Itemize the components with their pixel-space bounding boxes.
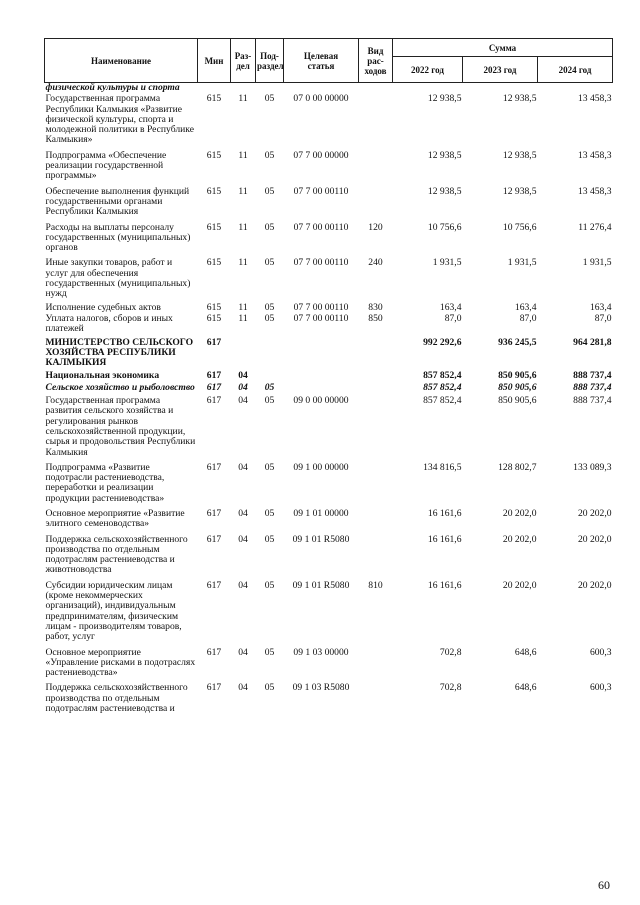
cell-target: 09 1 03 00000 bbox=[293, 646, 349, 658]
cell-2024: 1 931,5 bbox=[582, 257, 612, 269]
table-row bbox=[45, 314, 613, 336]
cell-2023: 936 245,5 bbox=[498, 336, 537, 348]
cell-target: 07 7 00 00000 bbox=[293, 149, 349, 161]
cell-2022: 12 938,5 bbox=[427, 185, 462, 197]
cell-name: Иные закупки товаров, работ и услуг для обеспечения государственных (муниципальных) нужд bbox=[45, 257, 191, 300]
cell-min: 615 bbox=[206, 312, 222, 324]
cell-name: Национальная экономика bbox=[45, 370, 160, 382]
cell-target: 07 7 00 00110 bbox=[293, 257, 349, 269]
header-podrazdel: Под- раздел bbox=[256, 39, 284, 83]
cell-vid bbox=[359, 505, 393, 531]
header-2022: 2022 год bbox=[393, 57, 463, 83]
cell-vid bbox=[359, 94, 393, 146]
header-vid: Вид рас- ходов bbox=[359, 39, 393, 83]
cell-2023: 20 202,0 bbox=[502, 579, 537, 591]
cell-razdel: 04 bbox=[238, 381, 248, 393]
cell-podrazdel: 05 bbox=[264, 646, 275, 658]
cell-2024: 11 276,4 bbox=[578, 221, 612, 233]
cell-2022: 992 292,6 bbox=[423, 336, 462, 348]
cell-2022: 12 938,5 bbox=[427, 93, 462, 105]
cell-2023: 20 202,0 bbox=[502, 507, 537, 519]
cell-name: Расходы на выплаты персоналу государственных (муниципальных) органов bbox=[45, 221, 191, 254]
cell-razdel: 04 bbox=[238, 533, 248, 545]
cell-target: 09 1 00 00000 bbox=[293, 461, 349, 473]
table-row bbox=[45, 505, 613, 531]
cell-target: 09 0 00 00000 bbox=[293, 395, 349, 407]
cell-2022: 12 938,5 bbox=[427, 149, 462, 161]
cell-razdel: 04 bbox=[238, 646, 248, 658]
cell-2024: 888 737,4 bbox=[573, 370, 612, 382]
cell-name: Исполнение судебных актов bbox=[45, 301, 161, 313]
cell-2023: 128 802,7 bbox=[498, 461, 537, 473]
cell-min: 617 bbox=[206, 507, 222, 519]
cell-vid bbox=[359, 183, 393, 219]
cell-vid bbox=[359, 83, 393, 95]
cell-razdel: 11 bbox=[238, 257, 248, 269]
cell-target: 07 7 00 00110 bbox=[293, 312, 349, 324]
cell-2023: 163,4 bbox=[514, 301, 537, 313]
cell-name: Поддержка сельскохозяйственного производства по отдельным подотраслям растениеводства и животноводства bbox=[45, 533, 188, 576]
cell-min: 617 bbox=[206, 682, 222, 694]
cell-razdel bbox=[231, 336, 256, 370]
cell-name: Поддержка сельскохозяйственного производства по отдельным подотраслям растениеводства и bbox=[45, 682, 188, 715]
cell-min: 615 bbox=[206, 149, 222, 161]
table-row bbox=[45, 383, 613, 394]
cell-min: 617 bbox=[206, 646, 222, 658]
cell-name: Обеспечение выполнения функций государственными органами Республики Калмыкия bbox=[45, 185, 190, 218]
table-row bbox=[45, 394, 613, 459]
table-row bbox=[45, 369, 613, 382]
header-name: Наименование bbox=[45, 39, 198, 83]
cell-name: МИНИСТЕРСТВО СЕЛЬСКОГО ХОЗЯЙСТВА РЕСПУБЛИКИ КАЛМЫКИЯ bbox=[45, 336, 194, 369]
cell-target: 07 7 00 00110 bbox=[293, 301, 349, 313]
cell-name: физической культуры и спорта bbox=[45, 82, 180, 93]
cell-2023: 850 905,6 bbox=[498, 395, 537, 407]
cell-2024: 888 737,4 bbox=[573, 381, 612, 393]
cell-2024: 163,4 bbox=[589, 301, 612, 313]
cell-razdel: 04 bbox=[238, 579, 248, 591]
cell-vid: 850 bbox=[368, 312, 383, 324]
cell-podrazdel: 05 bbox=[264, 682, 275, 694]
cell-2022: 857 852,4 bbox=[423, 370, 462, 382]
cell-vid bbox=[359, 336, 393, 370]
cell-min: 617 bbox=[206, 579, 222, 591]
cell-razdel: 04 bbox=[238, 461, 248, 473]
cell-podrazdel: 05 bbox=[264, 461, 275, 473]
cell-podrazdel: 05 bbox=[264, 579, 275, 591]
cell-2023: 648,6 bbox=[514, 682, 537, 694]
cell-vid bbox=[359, 147, 393, 183]
cell-name: Государственная программа Республики Калмыкия «Развитие физической культуры, спорта и молодежной политики в Республике Калмыкия» bbox=[45, 93, 194, 146]
cell-min: 617 bbox=[206, 533, 222, 545]
table-row bbox=[45, 219, 613, 255]
cell-podrazdel: 05 bbox=[264, 185, 275, 197]
cell-razdel: 11 bbox=[238, 185, 248, 197]
cell-min: 617 bbox=[206, 370, 222, 382]
table-row bbox=[45, 254, 613, 300]
cell-target bbox=[284, 369, 359, 382]
cell-2023: 10 756,6 bbox=[502, 221, 537, 233]
cell-2024: 888 737,4 bbox=[573, 395, 612, 407]
table-body bbox=[45, 83, 613, 716]
cell-razdel: 11 bbox=[238, 312, 248, 324]
table-row bbox=[45, 301, 613, 314]
table-row bbox=[45, 577, 613, 644]
cell-2023: 12 938,5 bbox=[502, 93, 537, 105]
cell-name: Уплата налогов, сборов и иных платежей bbox=[45, 312, 173, 335]
cell-2023: 12 938,5 bbox=[502, 185, 537, 197]
cell-min: 617 bbox=[206, 381, 222, 393]
cell-2024: 600,3 bbox=[589, 646, 612, 658]
cell-name: Сельское хозяйство и рыболовство bbox=[45, 381, 195, 393]
cell-min: 615 bbox=[206, 257, 222, 269]
cell-2022: 16 161,6 bbox=[427, 579, 462, 591]
table-row bbox=[45, 679, 613, 715]
cell-2023: 1 931,5 bbox=[507, 257, 537, 269]
cell-2024: 20 202,0 bbox=[577, 579, 612, 591]
cell-target bbox=[284, 383, 359, 394]
cell-vid bbox=[359, 369, 393, 382]
header-sum: Сумма bbox=[393, 39, 613, 57]
cell-name: Подпрограмма «Развитие подотрасли растениеводства, переработки и реализации продукции растениеводства» bbox=[45, 461, 165, 504]
cell-name: Основное мероприятие «Управление рисками в подотраслях растениеводства» bbox=[45, 646, 196, 679]
header-2024: 2024 год bbox=[538, 57, 613, 83]
cell-podrazdel: 05 bbox=[264, 301, 275, 313]
budget-table-sheet bbox=[44, 38, 612, 715]
cell-min: 615 bbox=[206, 221, 222, 233]
cell-min: 615 bbox=[206, 93, 222, 105]
cell-razdel: 04 bbox=[238, 682, 248, 694]
cell-2022: 134 816,5 bbox=[423, 461, 462, 473]
cell-name: Подпрограмма «Обеспечение реализации государственной программы» bbox=[45, 149, 167, 182]
cell-target: 07 7 00 00110 bbox=[293, 185, 349, 197]
cell-podrazdel: 05 bbox=[264, 312, 275, 324]
cell-2023: 20 202,0 bbox=[502, 533, 537, 545]
table-header bbox=[45, 39, 613, 83]
cell-min: 617 bbox=[206, 336, 222, 348]
cell-razdel: 11 bbox=[238, 93, 248, 105]
cell-2022: 857 852,4 bbox=[423, 395, 462, 407]
header-target: Целевая статья bbox=[284, 39, 359, 83]
cell-name: Основное мероприятие «Развитие элитного семеноводства» bbox=[45, 507, 185, 530]
cell-2022: 702,8 bbox=[439, 646, 462, 658]
cell-podrazdel: 05 bbox=[264, 257, 275, 269]
cell-razdel: 04 bbox=[238, 395, 248, 407]
cell-2023: 648,6 bbox=[514, 646, 537, 658]
cell-vid bbox=[359, 679, 393, 715]
cell-2024: 13 458,3 bbox=[577, 185, 612, 197]
cell-min: 617 bbox=[206, 395, 222, 407]
cell-target: 07 7 00 00110 bbox=[293, 221, 349, 233]
cell-razdel: 04 bbox=[238, 370, 248, 382]
cell-target: 09 1 01 R5080 bbox=[292, 533, 350, 545]
cell-2022: 163,4 bbox=[439, 301, 462, 313]
cell-razdel: 11 bbox=[238, 221, 248, 233]
cell-podrazdel: 05 bbox=[264, 533, 275, 545]
cell-2022: 16 161,6 bbox=[427, 507, 462, 519]
table-row bbox=[45, 94, 613, 146]
cell-podrazdel bbox=[256, 369, 284, 382]
cell-2023: 12 938,5 bbox=[502, 149, 537, 161]
cell-2024: 13 458,3 bbox=[577, 93, 612, 105]
cell-2022: 16 161,6 bbox=[427, 533, 462, 545]
cell-podrazdel: 05 bbox=[264, 149, 275, 161]
page-number: 60 bbox=[598, 878, 610, 892]
cell-target: 09 1 01 R5080 bbox=[292, 579, 350, 591]
cell-name: Субсидии юридическим лицам (кроме некоммерческих организаций), индивидуальным предпринимателям, физическим лицам - производителям товаров, работ, услуг bbox=[45, 579, 182, 643]
table-row bbox=[45, 147, 613, 183]
table-row bbox=[45, 459, 613, 505]
header-min: Мин bbox=[198, 39, 231, 83]
cell-vid: 810 bbox=[368, 579, 383, 591]
cell-2022: 1 931,5 bbox=[432, 257, 462, 269]
cell-2022: 702,8 bbox=[439, 682, 462, 694]
cell-target: 07 0 00 00000 bbox=[293, 93, 349, 105]
table-row bbox=[45, 183, 613, 219]
cell-vid bbox=[359, 459, 393, 505]
cell-target bbox=[284, 336, 359, 370]
cell-vid: 120 bbox=[368, 221, 383, 233]
cell-2024: 13 458,3 bbox=[577, 149, 612, 161]
header-2023: 2023 год bbox=[463, 57, 538, 83]
cell-2024: 964 281,8 bbox=[573, 336, 612, 348]
cell-2022: 857 852,4 bbox=[423, 381, 462, 393]
cell-2023: 850 905,6 bbox=[498, 370, 537, 382]
cell-vid bbox=[359, 644, 393, 680]
cell-podrazdel: 05 bbox=[264, 93, 275, 105]
cell-2024: 20 202,0 bbox=[577, 507, 612, 519]
cell-razdel: 11 bbox=[238, 149, 248, 161]
budget-table bbox=[44, 38, 613, 715]
header-razdel: Раз- дел bbox=[231, 39, 256, 83]
cell-vid bbox=[359, 383, 393, 394]
table-row bbox=[45, 644, 613, 680]
cell-podrazdel: 05 bbox=[264, 221, 275, 233]
cell-vid: 240 bbox=[368, 257, 383, 269]
cell-2024: 133 089,3 bbox=[573, 461, 612, 473]
cell-2024: 600,3 bbox=[589, 682, 612, 694]
table-row bbox=[45, 336, 613, 370]
cell-vid bbox=[359, 394, 393, 459]
cell-podrazdel: 05 bbox=[264, 395, 275, 407]
cell-2023: 850 905,6 bbox=[498, 381, 537, 393]
cell-2024: 87,0 bbox=[594, 312, 612, 324]
cell-target: 09 1 01 00000 bbox=[293, 507, 349, 519]
cell-2022: 10 756,6 bbox=[427, 221, 462, 233]
cell-min: 615 bbox=[206, 185, 222, 197]
cell-target: 09 1 03 R5080 bbox=[292, 682, 350, 694]
cell-razdel: 11 bbox=[238, 301, 248, 313]
cell-2022: 87,0 bbox=[444, 312, 462, 324]
cell-vid: 830 bbox=[368, 301, 383, 313]
cell-2023: 87,0 bbox=[519, 312, 537, 324]
cell-podrazdel: 05 bbox=[264, 507, 275, 519]
cell-min: 615 bbox=[206, 301, 222, 313]
cell-vid bbox=[359, 531, 393, 577]
cell-podrazdel bbox=[256, 336, 284, 370]
table-row bbox=[45, 531, 613, 577]
cell-razdel: 04 bbox=[238, 507, 248, 519]
cell-name: Государственная программа развития сельского хозяйства и регулирования рынков сельскохозяйственной продукции, сырья и продовольствия Республики Калмыкия bbox=[45, 395, 196, 458]
cell-min: 617 bbox=[206, 461, 222, 473]
cell-2024: 20 202,0 bbox=[577, 533, 612, 545]
cell-podrazdel: 05 bbox=[264, 381, 275, 393]
